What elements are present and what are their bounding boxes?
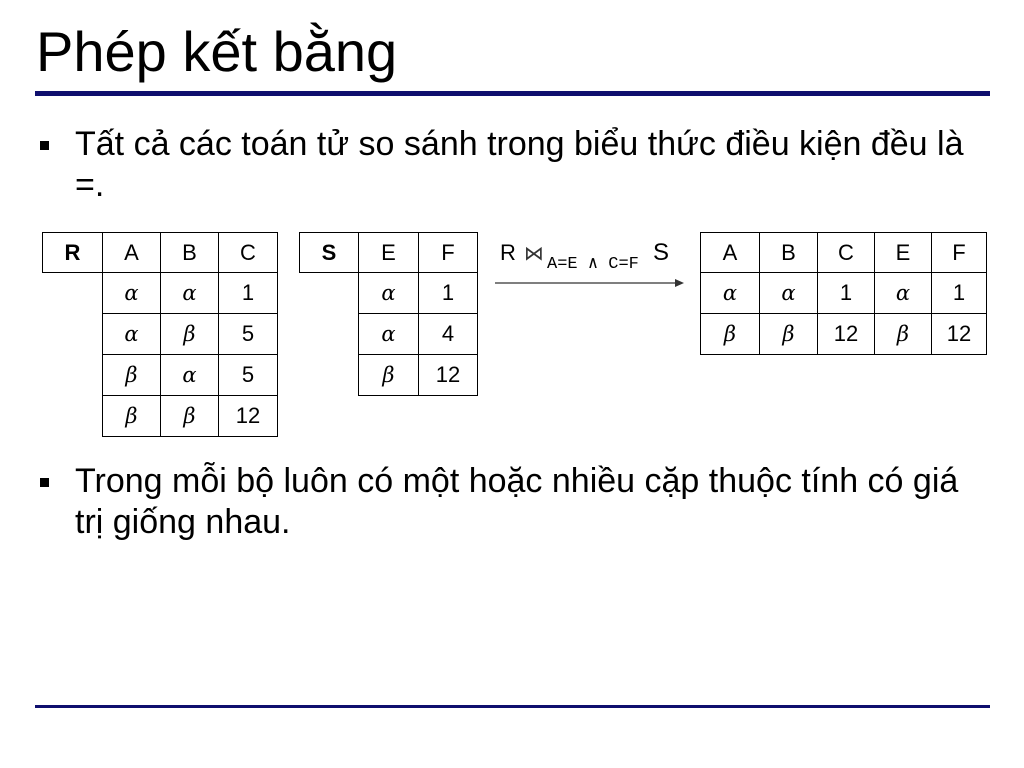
table-header-cell: B — [760, 233, 818, 273]
relation-name-cell: S — [300, 233, 359, 273]
blank-cell — [300, 273, 359, 314]
table-row — [300, 273, 478, 314]
table-row — [43, 355, 278, 396]
join-right-relation: S — [653, 239, 670, 266]
table-cell: β — [875, 314, 932, 355]
blank-cell — [300, 355, 359, 396]
table-row — [701, 273, 987, 314]
relation-name-cell: R — [43, 233, 103, 273]
table-header-row — [43, 233, 278, 273]
table-header-cell: A — [103, 233, 161, 273]
slide-title: Phép kết bằng — [36, 20, 398, 83]
table-header-row — [701, 233, 987, 273]
table-header-cell: E — [875, 233, 932, 273]
table-cell: 12 — [818, 314, 875, 355]
bullet-text: Trong mỗi bộ luôn có một hoặc nhiều cặp thuộc tính có giá trị giống nhau. — [75, 462, 959, 541]
join-expression — [500, 238, 670, 274]
table-header-row — [300, 233, 478, 273]
blank-cell — [43, 355, 103, 396]
table-cell: α — [701, 273, 760, 314]
table-cell: α — [161, 273, 219, 314]
table-cell: 5 — [219, 355, 278, 396]
table-cell: 5 — [219, 314, 278, 355]
blank-cell — [300, 314, 359, 355]
table-cell: 12 — [932, 314, 987, 355]
table-row — [43, 314, 278, 355]
footer-divider — [35, 705, 990, 708]
blank-cell — [43, 273, 103, 314]
table-cell: 1 — [932, 273, 987, 314]
table-cell: α — [161, 355, 219, 396]
relation-r-table — [42, 232, 278, 437]
result-table — [700, 232, 987, 355]
square-bullet-icon — [40, 478, 49, 487]
blank-cell — [43, 314, 103, 355]
table-cell: α — [103, 273, 161, 314]
table-cell: β — [103, 355, 161, 396]
join-operator-icon: ⋈ — [524, 241, 545, 265]
table-cell: β — [359, 355, 419, 396]
square-bullet-icon — [40, 141, 49, 150]
table-row — [43, 396, 278, 437]
table-cell: 1 — [219, 273, 278, 314]
table-cell: 12 — [219, 396, 278, 437]
bullet-text: Tất cả các toán tử so sánh trong biểu thức điều kiện đều là =. — [75, 125, 964, 204]
table-cell: 4 — [419, 314, 478, 355]
table-row — [701, 314, 987, 355]
table-cell: α — [103, 314, 161, 355]
table-header-cell: F — [419, 233, 478, 273]
table-cell: α — [359, 273, 419, 314]
title-divider — [35, 91, 990, 96]
table-cell: 1 — [818, 273, 875, 314]
bullet-item — [40, 461, 985, 551]
table-row — [43, 273, 278, 314]
bullet-item — [40, 124, 985, 214]
table-cell: β — [161, 396, 219, 437]
table-cell: 1 — [419, 273, 478, 314]
table-cell: 12 — [419, 355, 478, 396]
table-cell: β — [103, 396, 161, 437]
right-arrow-icon — [494, 277, 686, 289]
table-row — [300, 314, 478, 355]
table-cell: β — [701, 314, 760, 355]
table-cell: α — [760, 273, 818, 314]
table-header-cell: A — [701, 233, 760, 273]
relation-s-table — [299, 232, 478, 396]
table-header-cell: F — [932, 233, 987, 273]
join-condition: A=E ∧ C=F — [547, 255, 639, 274]
table-cell: β — [161, 314, 219, 355]
arrow-head — [675, 279, 684, 287]
table-cell: α — [359, 314, 419, 355]
table-cell: β — [760, 314, 818, 355]
table-header-cell: B — [161, 233, 219, 273]
table-header-cell: E — [359, 233, 419, 273]
table-cell: α — [875, 273, 932, 314]
blank-cell — [43, 396, 103, 437]
table-header-cell: C — [818, 233, 875, 273]
table-row — [300, 355, 478, 396]
table-header-cell: C — [219, 233, 278, 273]
join-left-relation: R — [500, 240, 516, 265]
